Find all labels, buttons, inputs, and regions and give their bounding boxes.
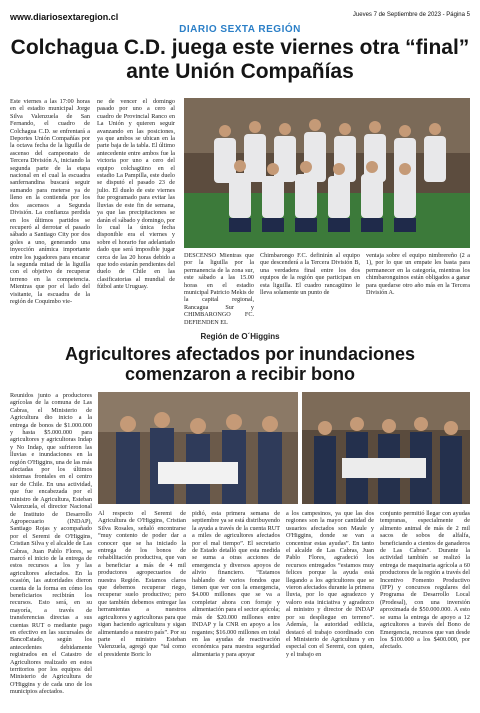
team-photo [184, 98, 470, 248]
article2-column-3: pidió, esta primera semana de septiembre ya se está distribuyendo la ayuda a través de la cuenta RUT a miles de agricultores afectados por el mal tiempo”. El secretario de Estado detalló que esta medida se suma a otras acciones de emergencia y diversos apoyos de alivio financiero. “Estamos hablando de varios fondos que tienen que ver con la emergencia, $4.000 millones que se va a completar ahora con forraje y alimentación para el sector apícola; más de $20.000 millones entre INDAP y la CNR en apoyo a los regantes; $16.000 millones en total en las ayudas de reactivación económica para nuestra seguridad alimentaria y para apoyar [192, 510, 280, 658]
headline-1: Colchagua C.D. juega este viernes otra “final” ante Unión Compañías [10, 36, 470, 83]
article2-column-4: a los campesinos, ya que las dos regiones son la mayor cantidad de usuarios afectados son Maule y O'Higgins, donde se van a concentrar estas ayudas”. En tanto el alcalde de Las Cabras, Juan Pablo Flores, agradeció los recursos entregados “estamos muy felices porque la ayuda está llegando a los agricultores que se vieron afectados durante la primera lluvia, por lo que agradezco y valoro esta iniciativa y agradezco al ministro y director de INDAP por su despliegue en terreno”. Además, la autoridad edilicia, destacó el trabajo coordinado con el Ministerio de Agricultura y en especial con el Seremi, con quien, y el trabajo en [286, 510, 374, 658]
event-photo-1 [98, 392, 298, 504]
article2-column-2: Al respecto el Seremi de Agricultura de O'Higgins, Cristian Silva Rosales, señaló encontrarse “muy contento de poder dar a conocer que se ha iniciado la entrega de los bonos de rehabilitación productiva, que van a beneficiar a más de 4 mil productores agropecuarios de nuestra Región. Estamos claros que debemos recuperar riego, recuperar suelo productivo; pero que también debemos entregar las herramientas a nuestros agricultores y agricultoras para que sigan haciendo agricultura y sigan alimentando a nuestro país”. Por su parte el ministro Esteban Valenzuela, agregó que “tal como el presidente Boric lo [98, 510, 186, 658]
section-label: Región de O´Higgins [200, 332, 280, 341]
article1-column-1: Este viernes a las 17:00 horas en el estadio municipal Jorge Silva Valenzuela de San Fernando, el cuadro de Colchagua C.D. se enfrentará a Deportes Unión Compañías por la octava fecha de la liguilla de ascenso del campeonato de Tercera División A, iniciando la segunda parte de la etapa nacional en el cual la escuadra sanfernandina buscará seguir sumando para meterse ya de lleno en la contienda por los dos ascensos a Segunda División. La confianza perdida en los últimos partidos se recuperó al derrotar el pasado sábado a Santiago City por dos goles a uno, generando una inyección anímica importante entre los jugadores para encarar la segunda mitad de la liguilla con el objetivo de recuperar terreno en la competencia. Mientras que por el lado del visitante, la escuadra de la región de Coquimbo vie- [10, 98, 90, 305]
headline-2: Agricultores afectados por inundaciones comenzaron a recibir bono [64, 344, 416, 384]
event-photo-2 [302, 392, 470, 504]
issue-date: Jueves 7 de Septiembre de 2023 - Página 5 [352, 12, 470, 18]
article2-column-5: conjunto permitió llegar con ayudas tempranas, especialmente de alimento animal de más de 2 mil sacos de sobos de alfalfa, beneficiando a cientos de ganaderos de Las Cabras”. Durante la actividad también se realizó la entrega de maquinaria agrícola a 60 productores de la región a través del Incentivo Fomento Productivo (IFP) y concursos regulares del Programa de Desarrollo Local (Prodesal), con una inversión aproximada de $50.000.000. A esto se suma la entrega de apoyo a 12 agricultores a través del Bono de Emergencia, recursos que van desde los $100.000 a los $400.000, por afectado. [380, 510, 470, 651]
article1-column-2: ne de vencer el domingo pasado por uno a cero al cuadro de Provincial Ranco en La Unión y quieren seguir avanzando en las posiciones, ya que ambos se ubican en la parte baja de la tabla. El último antecedente entre ambos fue la victoria por uno a cero del equipo colchagüino en el estadio La Pampilla, este duelo se disputó el pasado 23 de julio. El duelo de este viernes fue programado para evitar las lluvias de este fin de semana, ya que las precipitaciones se darán el sábado y domingo, por lo cual la única fecha disponible era el viernes y sobre el horario fue adelantado dado que será imposible jugar cerca de las 20 horas debido a que todo estarán pendientes del duelo de Chile en las clasificatorias al mundial de fútbol ante Uruguay. [97, 98, 176, 291]
article1-column-4: Chimbarongo F.C. definirán al equipo que descenderá a la Tercera División B, una verdadera final entre los dos equipos de la región que participan en esta liguilla. El cuadro rancagüino le lleva solamente un punto de [260, 252, 360, 297]
site-url: www.diariosextaregion.cl [10, 12, 119, 22]
article2-column-1: Reunidos junto a productores agrícolas de la comuna de Las Cabras, el Ministerio de Agricultura dio inicio a la entrega de bonos de $1.000.000 y hasta $5.000.000 para agricultores y agricultoras Indap y No Indap, que sufrieron las lluvias e inundaciones en la región O'Higgins, una de las más afectadas por los últimos sistemas frontales en el centro sur de Chile. En una actividad, que fue encabezada por el ministro de Agricultura, Esteban Valenzuela, el director Nacional de Instituto de Desarrollo Agropecuario (INDAP), Santiago Rojas y acompañado por el Seremi de O'Higgins, Cristian Silva y el alcalde de Las Cabras, Juan Pablo Flores, se marcó el inicio de la entrega de estos recursos a los y las agricultores afectados. En la ocasión, las autoridades dieron cuenta de la forma en cómo los beneficiarios recibirán los recursos. Esto será, en su mayoría, a través de transferencias directas a sus cuentas RUT o mediante pago en efectivo en las sucursales de BancoEstado, según los antecedentes debidamente registrados en el Catastro de Agricultores realizado en estos territorios por los equipos del Ministerio de Agricultura de O'Higgins y de cada uno de los municipios afectados. [10, 392, 92, 696]
article1-column-3: DESCENSO Mientras que por la liguilla por la permanencia de la zona sur, este sábado a las 15.00 horas en el estadio municipal Patricio Mekis de la capital regional, Rancagua Sur y CHIMBARONGO FC. DEFIENDEN EL [184, 252, 254, 326]
newspaper-name: DIARIO SEXTA REGIÓN [179, 24, 301, 35]
article1-column-5: ventaja sobre el equipo nimbrereño (2 a 1), por lo que un empate les basta para permanecer en la categoría, mientras los chimbaronguinos están obligados a ganar para quedarse otro año más en la Tercera División A. [366, 252, 470, 297]
